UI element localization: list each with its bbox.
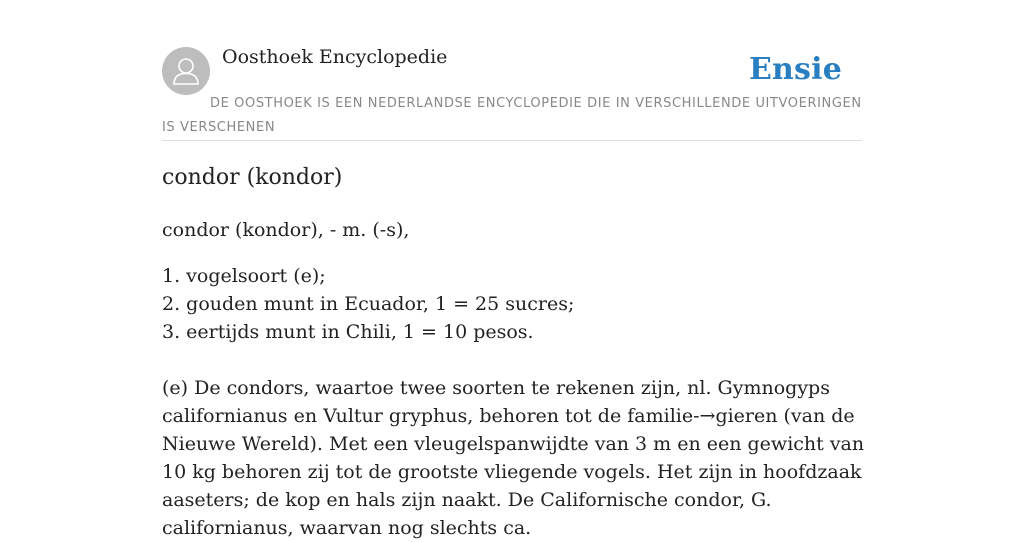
source-description: DE OOSTHOEK IS EEN NEDERLANDSE ENCYCLOPEDIE DIE IN VERSCHILLENDE UITVOERINGEN IS VERSCHENEN xyxy=(162,96,862,135)
encyclopedic-note xyxy=(162,374,866,542)
sense-item: 3. eertijds munt in Chili, 1 = 10 pesos. xyxy=(162,321,534,343)
source-header xyxy=(162,44,862,141)
source-title[interactable]: Oosthoek Encyclopedie xyxy=(222,46,448,68)
article xyxy=(162,162,866,542)
senses-list xyxy=(162,262,866,346)
definition-line: condor (kondor), - m. (-s), xyxy=(162,219,410,241)
note-text: (e) De condors, waartoe twee soorten te rekenen zijn, nl. Gymnogyps californianus en Vultur gryphus, behoren tot de familie- xyxy=(162,377,830,427)
link-arrow-icon: → xyxy=(699,405,716,427)
sense-item: 2. gouden munt in Ecuador, 1 = 25 sucres; xyxy=(162,293,575,315)
brand-logo[interactable]: Ensie xyxy=(748,52,842,87)
gieren-link[interactable]: gieren xyxy=(715,405,778,427)
note-text-continued: (van de Nieuwe Wereld). Met een vleugelspanwijdte van 3 m en een gewicht van 10 kg behoren zij tot de grootste vliegende vogels. Het zijn in hoofdzaak aaseters; de kop en hals zijn naakt. De Californische condor, G. californianus, waarvan nog slechts ca. xyxy=(162,405,865,539)
user-avatar-icon[interactable] xyxy=(162,47,210,95)
article-title: condor (kondor) xyxy=(162,165,343,190)
sense-item: 1. vogelsoort (e); xyxy=(162,265,326,287)
